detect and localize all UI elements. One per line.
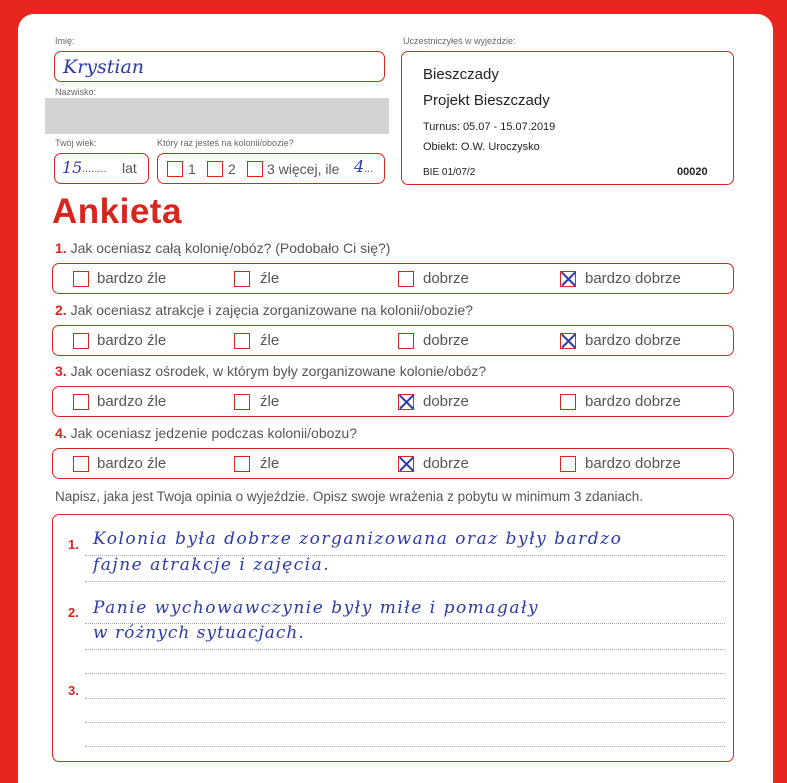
name-field[interactable] [54,51,385,82]
q3-option-bardzo-dobrze-label: bardzo dobrze [585,393,681,410]
opinion-line [85,673,725,674]
question-1-text [55,240,390,256]
which-time-3-label: 3 więcej, ile [267,161,340,177]
question-3-number: 3. [55,363,67,379]
q2-option-bardzo-dobrze-checkbox[interactable] [560,333,576,349]
q3-option-bardzo-zle-label: bardzo źle [97,393,167,410]
trip-number: 00020 [677,166,708,178]
q3-option-dobrze-checkbox[interactable] [398,394,414,410]
q4-option-dobrze-checkbox[interactable] [398,456,414,472]
survey-sheet [18,14,773,783]
question-4-number: 4. [55,425,67,441]
q1-option-bardzo-dobrze-checkbox[interactable] [560,271,576,287]
question-4-text [55,425,357,441]
opinion-line [85,746,725,747]
age-dots: ........ [82,163,107,175]
q3-option-zle-checkbox[interactable] [234,394,250,410]
q3-option-zle-label: źle [260,393,280,410]
q3-option-bardzo-zle-checkbox[interactable] [73,394,89,410]
q2-option-bardzo-zle-label: bardzo źle [97,332,167,349]
question-1-number: 1. [55,240,67,256]
q2-option-zle-checkbox[interactable] [234,333,250,349]
q2-option-zle-label: źle [260,332,280,349]
opinion-number-2: 2. [68,605,79,620]
question-4-options [52,448,734,479]
surname-redacted [45,98,389,134]
age-field[interactable] [54,153,149,184]
q1-option-bardzo-zle-checkbox[interactable] [73,271,89,287]
which-time-field [157,153,385,184]
age-unit: lat [122,160,137,176]
question-2-text [55,302,473,318]
q2-option-bardzo-zle-checkbox[interactable] [73,333,89,349]
q1-option-bardzo-zle-label: bardzo źle [97,270,167,287]
opinion-line [85,722,725,723]
which-time-1-checkbox[interactable] [167,161,183,177]
which-time-1-label: 1 [188,161,196,177]
question-4-label: Jak oceniasz jedzenie podczas kolonii/obozu? [70,425,357,441]
q1-option-dobrze-checkbox[interactable] [398,271,414,287]
trip-info-box [401,51,734,185]
opinion-number-3: 3. [68,683,79,698]
q1-option-zle-checkbox[interactable] [234,271,250,287]
opinion-text-1b: fajne atrakcje i zajęcia. [93,555,331,575]
q4-option-zle-label: źle [260,455,280,472]
question-3-text [55,363,486,379]
question-3-options [52,386,734,417]
q2-option-dobrze-checkbox[interactable] [398,333,414,349]
opinion-line [85,698,725,699]
age-label: Twój wiek: [55,138,97,148]
q4-option-bardzo-zle-checkbox[interactable] [73,456,89,472]
which-time-label: Który raz jesteś na kolonii/obozie? [157,138,294,148]
question-2-label: Jak oceniasz atrakcje i zajęcia zorganizowane na kolonii/obozie? [70,302,473,318]
which-time-count: 4 [354,157,365,176]
age-value: 15 [62,158,83,177]
name-value: Krystian [63,56,145,78]
opinion-line [85,581,725,582]
opinion-prompt: Napisz, jaka jest Twoja opinia o wyjeździe. Opisz swoje wrażenia z pobytu w minimum 3 zdaniach. [55,489,644,504]
question-3-label: Jak oceniasz ośrodek, w którym były zorganizowane kolonie/obóz? [70,363,487,379]
which-time-dots: ... [364,163,374,175]
q4-option-zle-checkbox[interactable] [234,456,250,472]
which-time-2-label: 2 [228,161,236,177]
question-2-options [52,325,734,356]
trip-turnus: Turnus: 05.07 - 15.07.2019 [423,121,556,133]
surname-label: Nazwisko: [55,87,97,97]
trip-project: Projekt Bieszczady [423,92,550,109]
opinion-box[interactable] [52,514,734,762]
q2-option-bardzo-dobrze-label: bardzo dobrze [585,332,681,349]
trip-obiekt: Obiekt: O.W. Uroczysko [423,141,540,153]
opinion-text-2a: Panie wychowawczynie były miłe i pomagały [93,598,540,618]
q1-option-dobrze-label: dobrze [423,270,469,287]
q4-option-bardzo-dobrze-label: bardzo dobrze [585,455,681,472]
trip-name: Bieszczady [423,66,499,83]
q1-option-bardzo-dobrze-label: bardzo dobrze [585,270,681,287]
opinion-text-2b: w różnych sytuacjach. [93,623,305,643]
question-2-number: 2. [55,302,67,318]
survey-title: Ankieta [52,192,182,231]
q1-option-zle-label: źle [260,270,280,287]
name-label: Imię: [55,36,75,46]
q3-option-dobrze-label: dobrze [423,393,469,410]
opinion-number-1: 1. [68,537,79,552]
which-time-3-checkbox[interactable] [247,161,263,177]
which-time-2-checkbox[interactable] [207,161,223,177]
q2-option-dobrze-label: dobrze [423,332,469,349]
q4-option-dobrze-label: dobrze [423,455,469,472]
opinion-text-1a: Kolonia była dobrze zorganizowana oraz były bardzo [93,529,623,549]
opinion-line [85,649,725,650]
question-1-options [52,263,734,294]
trip-label: Uczestniczyłeś w wyjeździe: [403,36,516,46]
question-1-label: Jak oceniasz całą kolonię/obóz? (Podobało Ci się?) [70,240,391,256]
q4-option-bardzo-zle-label: bardzo źle [97,455,167,472]
trip-code: BIE 01/07/2 [423,167,476,178]
q4-option-bardzo-dobrze-checkbox[interactable] [560,456,576,472]
q3-option-bardzo-dobrze-checkbox[interactable] [560,394,576,410]
